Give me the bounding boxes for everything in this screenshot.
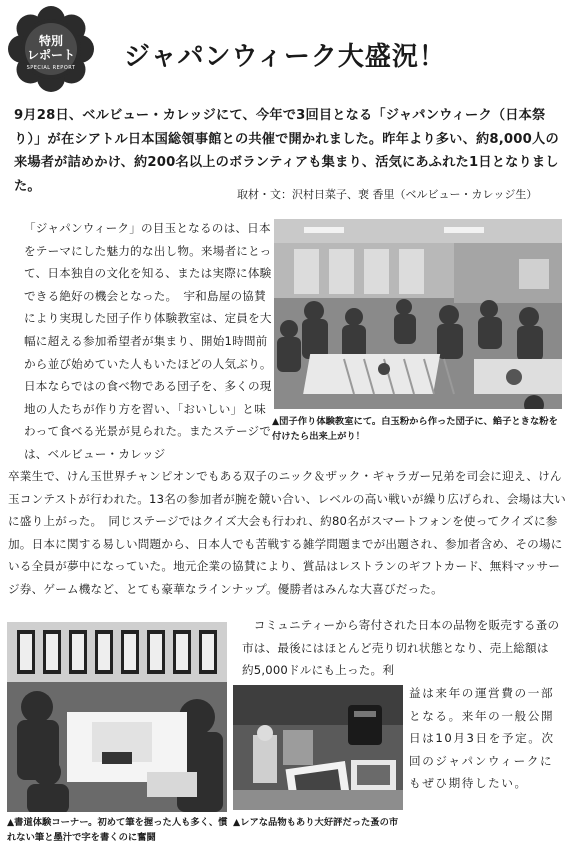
badge-line-3: SPECIAL REPORT: [26, 65, 76, 71]
photo-caption-flea-market: ▲レアな品物もあり大好評だった蚤の市: [233, 817, 399, 828]
flea-market-photo: [233, 685, 403, 810]
body-paragraph-2: 卒業生で、けん玉世界チャンピオンでもある双子のニック＆ザック・ギャラガー兄弟を司会に迎え、けん玉コンテストが行われた。13名の参加者が腕を競い合い、レベルの高い戦いが繰り広げられ、会場は大いに盛り上がった。 同じステージではクイズ大会も行われ、約80名がスマートフォンを使ってクイズに参加。日本に関する易しい問題から、日本人でも苦戦する雑学問題までが出題され、参加者含め、その場にいる全員が夢中になっていた。地元企業の協賛により、賞品はレストランのギフトカード、無料マッサージ券、ゲーム機など、とても豪華なラインナップ。優勝者はみんな大喜びだった。: [8, 469, 566, 596]
badge-line-2: レポート: [26, 48, 75, 62]
calligraphy-photo: [7, 622, 227, 812]
body-paragraph-3: コミュニティーから寄付された日本の品物を販売する蚤の市は、最後にはほとんど売り切れ状態となり、売上総額は約5,000ドルにも上った。利: [242, 618, 560, 678]
special-report-badge: [8, 6, 94, 92]
badge-line-1: 特別: [38, 34, 63, 48]
photo-caption-dango: ▲団子作り体験教室にて。白玉粉から作った団子に、餡子ときな粉を付けたら出来上がり！: [272, 416, 558, 442]
body-paragraph-1: 「ジャパンウィーク」の目玉となるのは、日本をテーマにした魅力的な出し物。来場者にとって、日本独自の文化を知る、または実際に体験できる絶好の機会となった。 宇和島屋の協賛により実現した団子作り体験教室は、定員を大幅に超える参加希望者が集まり、開始1時間前から並び始めていた人もいたほどの人気ぶり。日本ならではの食べ物である団子を、多くの現地の人たちが作り方を習い、「おいしい」と味わって食べる光景が見られた。またステージでは、ベルビュー・カレッジ: [24, 221, 272, 461]
article-title: ジャパンウィーク大盛況！: [124, 42, 446, 72]
dango-workshop-photo: [274, 219, 562, 409]
body-paragraph-4: 益は来年の運営費の一部となる。来年の一般公開日は10月3日を予定。次回のジャパンウィークにもぜひ期待したい。: [409, 686, 555, 791]
byline-credit: 取材・文：沢村日菜子、裵 香里（ベルビュー・カレッジ生）: [237, 188, 538, 201]
lead-paragraph: 9月28日、ベルビュー・カレッジにて、今年で3回目となる「ジャパンウィーク（日本祭り）」が在シアトル日本国総領事館との共催で開かれました。昨年より多い、約8,000人の来場者が詰めかけ、約200名以上のボランティアも集まり、活気にあふれた1日となりました。: [14, 108, 559, 194]
photo-caption-calligraphy: ▲書道体験コーナー。初めて筆を握った人も多く、慣れない筆と墨汁で字を書くのに奮闘: [7, 817, 228, 843]
